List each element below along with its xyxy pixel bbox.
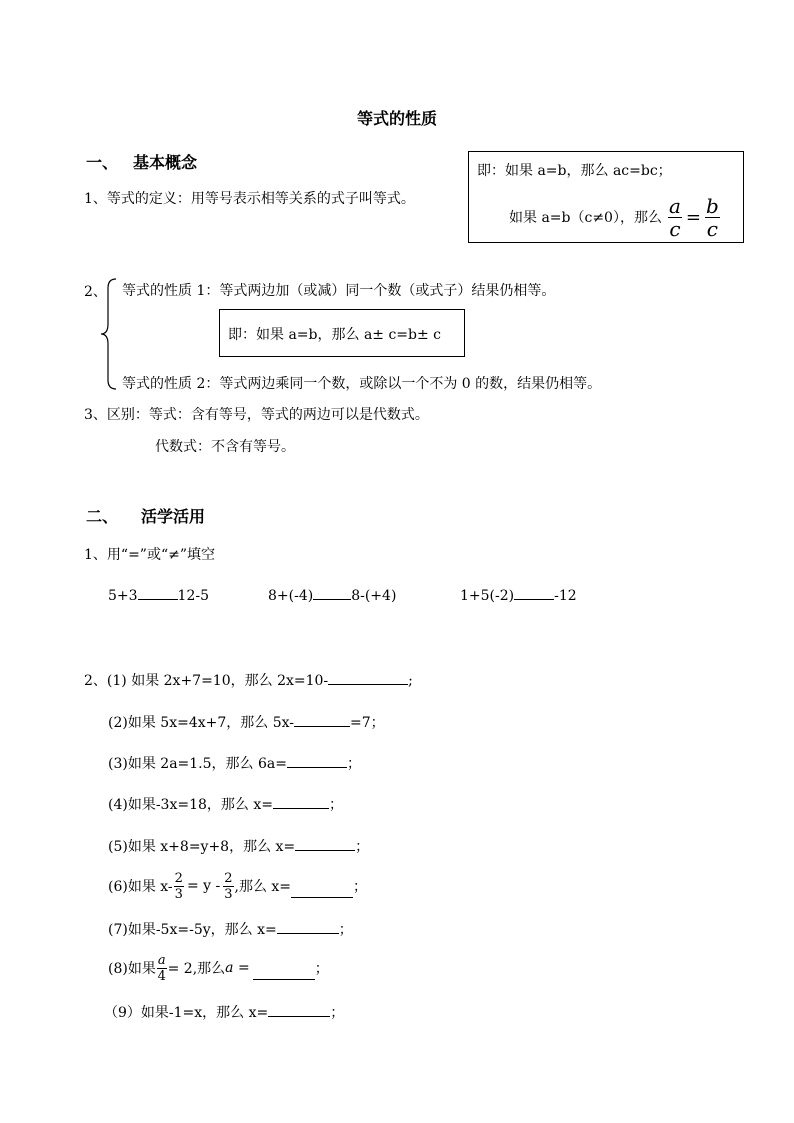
- question-suffix: ；: [353, 879, 368, 895]
- answer-blank[interactable]: [295, 838, 355, 851]
- fraction-denominator: c: [669, 216, 681, 241]
- compare-right: -12: [554, 588, 577, 604]
- section2-heading-number: 二、: [86, 507, 119, 526]
- answer-blank[interactable]: [268, 1004, 330, 1017]
- answer-blank[interactable]: [291, 885, 353, 898]
- property-1-line: 等式的性质 1：等式两边加（或减）同一个数（或式子）结果仍相等。: [122, 283, 556, 299]
- divide-rule-line: [509, 192, 721, 242]
- multiply-property-box: [468, 151, 744, 243]
- question1-prompt: 1、用“=”或“≠”填空: [84, 547, 215, 563]
- question-suffix: ；: [314, 961, 329, 977]
- answer-blank[interactable]: [277, 921, 339, 934]
- question2-part1: [84, 670, 413, 690]
- question-text: = 2,那么: [167, 961, 226, 977]
- divide-rule-prefix: 如果 a=b（c≠0），那么: [509, 210, 662, 226]
- equals-sign: =: [233, 960, 250, 976]
- section1-heading-number: 一、: [86, 153, 119, 172]
- question-suffix: ；: [329, 797, 343, 813]
- section1-heading: 基本概念: [133, 153, 198, 172]
- question-suffix: ；: [338, 922, 353, 938]
- question-suffix: ；: [346, 756, 361, 772]
- compare-item-3: [460, 587, 577, 604]
- fraction-denominator: c: [706, 216, 718, 241]
- question-text: (4)如果-3x=18，那么 x=: [108, 797, 273, 813]
- fraction-two-thirds: [223, 872, 233, 901]
- question-text: (5)如果 x+8=y+8，那么 x=: [108, 839, 296, 855]
- compare-left: 8+(-4): [268, 588, 314, 604]
- question-text: (2)如果 5x=4x+7，那么 5x-: [108, 715, 294, 731]
- question-suffix: ；: [355, 839, 370, 855]
- question2-part3: [108, 753, 361, 773]
- compare-item-1: [108, 587, 209, 604]
- fraction-numerator: b: [706, 193, 719, 218]
- answer-blank[interactable]: [514, 587, 554, 600]
- question2-part9: [104, 1002, 344, 1022]
- question-suffix: ；: [330, 1005, 345, 1021]
- section2-heading: 活学活用: [141, 507, 206, 526]
- answer-blank[interactable]: [328, 672, 408, 685]
- question-text: （9）如果-1=x，那么 x=: [104, 1005, 269, 1021]
- fraction-denominator: 3: [224, 886, 233, 902]
- fraction-numerator: 2: [224, 870, 233, 886]
- question-text: (8)如果: [108, 961, 156, 977]
- item2-number: 2、: [84, 284, 107, 300]
- fraction-numerator: a: [668, 193, 681, 218]
- fraction-a-over-c: [668, 193, 682, 241]
- equation-middle: = y -: [186, 878, 221, 894]
- multiply-rule-line: 即：如果 a=b，那么 ac=bc；: [477, 163, 672, 179]
- page-title: 等式的性质: [357, 109, 438, 128]
- compare-item-2: [268, 587, 396, 604]
- compare-left: 1+5(-2): [460, 588, 515, 604]
- equals-sign: =: [685, 206, 701, 228]
- question-text: 2、(1) 如果 2x+7=10，那么 2x=10-: [84, 673, 329, 689]
- answer-blank[interactable]: [253, 967, 315, 980]
- question-suffix: ;: [408, 673, 413, 689]
- question-text: (6)如果 x-: [108, 879, 173, 895]
- fraction-b-over-c: [705, 193, 720, 241]
- add-subtract-rule: 即：如果 a=b，那么 a± c=b± c: [228, 327, 442, 343]
- add-subtract-box: [219, 309, 465, 357]
- compare-right: 12-5: [177, 588, 209, 604]
- fraction-numerator: 2: [174, 870, 183, 886]
- question2-part2: [108, 712, 385, 732]
- compare-right: 8-(+4): [351, 588, 397, 604]
- fraction-a-over-4: [157, 954, 167, 983]
- answer-blank[interactable]: [287, 755, 347, 768]
- question2-part5: [108, 836, 369, 856]
- compare-left: 5+3: [108, 588, 138, 604]
- variable-a: a: [225, 960, 234, 976]
- fraction-numerator: a: [157, 952, 166, 968]
- answer-blank[interactable]: [294, 714, 350, 727]
- question2-part6: [108, 864, 367, 908]
- question2-part8: [108, 946, 329, 990]
- question-text: (3)如果 2a=1.5，那么 6a=: [108, 756, 287, 772]
- answer-blank[interactable]: [273, 796, 329, 809]
- curly-brace-icon: [98, 276, 120, 392]
- answer-blank[interactable]: [138, 587, 178, 600]
- fraction-two-thirds: [174, 872, 184, 901]
- algebraic-expression-line: 代数式：不含有等号。: [155, 439, 295, 455]
- property-2-line: 等式的性质 2：等式两边乘同一个数，或除以一个不为 0 的数，结果仍相等。: [122, 376, 602, 392]
- question2-part4: [108, 794, 343, 814]
- fraction-denominator: 3: [174, 886, 183, 902]
- question-suffix: =7；: [350, 715, 385, 731]
- difference-line: 3、区别：等式：含有等号，等式的两边可以是代数式。: [84, 407, 429, 423]
- answer-blank[interactable]: [313, 587, 351, 600]
- question2-part7: [108, 919, 353, 939]
- fraction-denominator: 4: [157, 968, 166, 984]
- question-text: ,那么 x=: [234, 879, 292, 895]
- question-text: (7)如果-5x=-5y，那么 x=: [108, 922, 277, 938]
- definition-line: 1、等式的定义：用等号表示相等关系的式子叫等式。: [84, 191, 415, 207]
